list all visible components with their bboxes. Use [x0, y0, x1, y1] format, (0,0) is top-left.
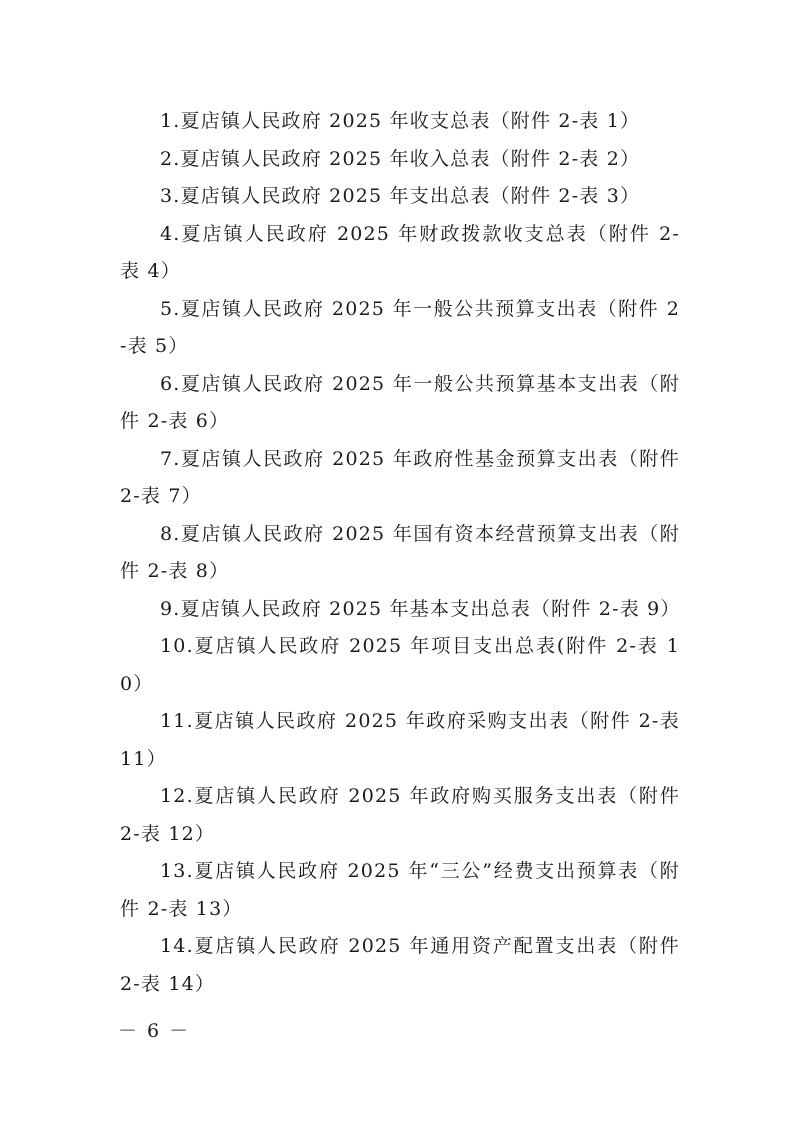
list-item: 3.夏店镇人民政府 2025 年支出总表（附件 2-表 3）: [160, 185, 641, 207]
list-item: 4.夏店镇人民政府 2025 年财政拨款收支总表（附件 2-表 4）: [120, 222, 680, 282]
list-item: 11.夏店镇人民政府 2025 年政府采购支出表（附件 2-表 11）: [120, 710, 680, 770]
list-item: 9.夏店镇人民政府 2025 年基本支出总表（附件 2-表 9）: [160, 597, 681, 620]
list-item: 8.夏店镇人民政府 2025 年国有资本经营预算支出表（附件 2-表 8）: [120, 522, 680, 582]
list-item: 14.夏店镇人民政府 2025 年通用资产配置支出表（附件 2-表 14）: [120, 935, 680, 995]
page-number: － 6 －: [118, 1020, 191, 1042]
list-item: 1.夏店镇人民政府 2025 年收支总表（附件 2-表 1）: [160, 110, 641, 132]
list-item: 10.夏店镇人民政府 2025 年项目支出总表(附件 2-表 10）: [120, 635, 680, 695]
list-item: 2.夏店镇人民政府 2025 年收入总表（附件 2-表 2）: [160, 147, 641, 170]
list-item: 6.夏店镇人民政府 2025 年一般公共预算基本支出表（附件 2-表 6）: [120, 372, 680, 432]
list-item: 13.夏店镇人民政府 2025 年“三公”经费支出预算表（附件 2-表 13）: [120, 860, 680, 920]
list-item: 12.夏店镇人民政府 2025 年政府购买服务支出表（附件 2-表 12）: [120, 785, 680, 845]
attachment-list: [120, 103, 680, 1003]
list-item: 5.夏店镇人民政府 2025 年一般公共预算支出表（附件 2-表 5）: [120, 297, 680, 357]
list-item: 7.夏店镇人民政府 2025 年政府性基金预算支出表（附件 2-表 7）: [120, 447, 680, 507]
